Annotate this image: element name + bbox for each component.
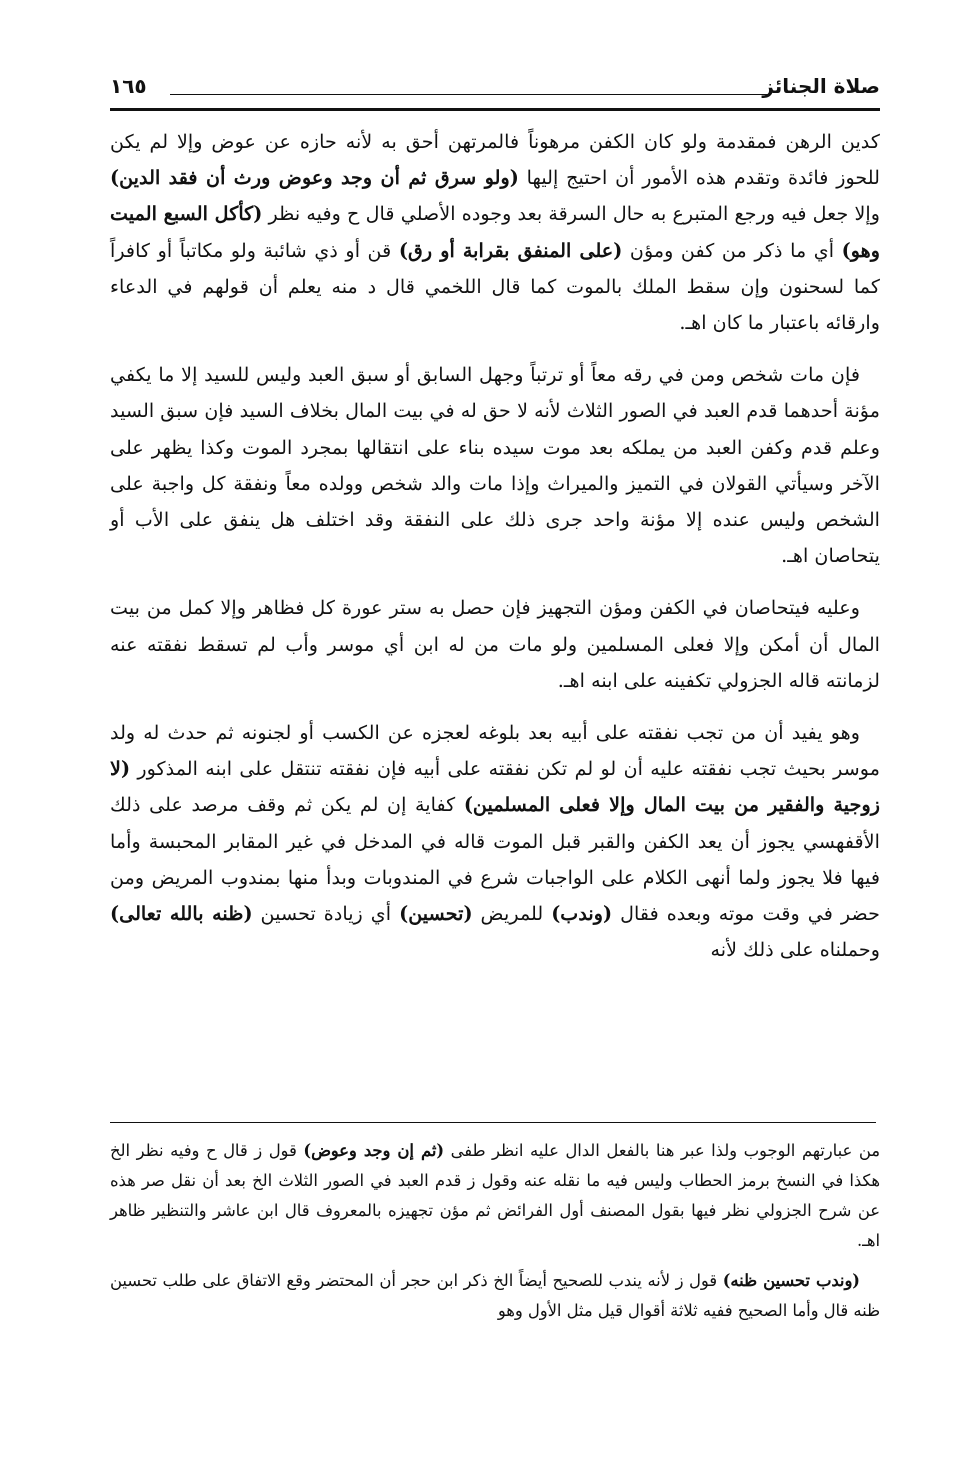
matn-quote: (ظنه بالله تعالى) (110, 902, 253, 926)
text-run: للمريض (472, 902, 552, 926)
text-run: قول ز قال ح وفيه نظر الخ هكذا في النسخ برمز الحطاب وليس فيه ما نقله عنه وقول ز قدم العبد في الصور الثلاث الخ بعد أن نقل صر هذه عن شرح الجزولي نظر فيها بقول المصنف أول الفرائض ثم مؤن تجهيزه بالمعروف قال ابن عاشر والتنظير ظاهر اهـ. (110, 1141, 880, 1250)
page-header (110, 72, 880, 112)
text-run: قن أو ذي شائبة ولو مكاتباً أو كافراً كما لسحنون وإن سقط الملك بالموت كما قال اللخمي قال د منه يعلم أن قولهم في الدعاء وارقائه باعتبار ما كان اهـ. (110, 238, 880, 335)
matn-quote: (وندب تحسين ظنه) (722, 1271, 861, 1290)
main-text (110, 124, 880, 984)
text-run: أي زيادة تحسين (252, 902, 400, 926)
running-title: صلاة الجنائز (762, 74, 880, 98)
text-run: كفاية إن لم يكن ثم وقف مرصد على ذلك الأقفهسي يجوز أن يعد الكفن والقبر قبل الموت قاله في المدخل في غير المقابر المحبسة وأما فيها فلا يجوز ولما أنهى الكلام على الواجبات شرع في المندوبات وبدأ منها بمندوب المريض ومن حضر في وقت موته وبعده فقال (110, 793, 880, 926)
text-run: من عبارتهم الوجوب ولذا عبر هنا بالفعل الدال عليه انظر طفى (444, 1141, 880, 1160)
matn-quote: (تحسين) (399, 902, 473, 926)
footnotes (110, 1136, 880, 1336)
text-run: وهو يفيد أن من تجب نفقته على أبيه بعد بلوغه لعجزه عن الكسب أو لجنونه ثم حدث له ولد موسر بحيث تجب نفقته عليه أن لو لم تكن نفقته على أبيه فإن نفقته تنتقل على ابنه المذكور (110, 721, 880, 781)
paragraph-1 (110, 124, 880, 341)
header-rule (110, 108, 880, 111)
footnote-1 (110, 1136, 880, 1256)
footnote-2 (110, 1266, 880, 1326)
matn-quote: (على المنفق بقرابة أو رق) (398, 238, 623, 262)
matn-quote: (كأكل السبع الميت وهو) (110, 202, 880, 262)
text-run: أي ما ذكر من كفن ومؤن (622, 238, 842, 262)
text-run: كدين الرهن فمقدمة ولو كان الكفن مرهوناً فالمرتهن أحق به لأنه حازه عن عوض وإلا لم يكن للحوز فائدة وتقدم هذه الأمور أن احتيج إليها (110, 130, 880, 190)
text-run: وحملناه على ذلك لأنه (710, 938, 880, 962)
text-run: قول ز لأنه يندب للصحيح أيضاً الخ ذكر ابن حجر أن المحتضر وقع الاتفاق على طلب تحسين ظنه قال وأما الصحيح ففيه ثلاثة أقوال قيل مثل الأول وهو (110, 1271, 880, 1320)
header-dash-line (170, 94, 770, 95)
paragraph-2: فإن مات شخص ومن في رقه معاً أو ترتباً وجهل السابق أو سبق العبد وليس للسيد إلا ما يكفي مؤنة أحدهما قدم العبد في الصور الثلاث لأنه لا حق له في بيت المال بخلاف السيد فإن سبق السيد وعلم قدم وكفن العبد من يملكه بعد موت سيده بناء على انتقالها بمجرد الموت وكذا يظهر على الآخر وسيأتي القولان في التميز والميراث وإذا مات والد شخص وولده معاً ونفقة كل واجبة على الشخص وليس عنده إلا مؤنة واحد جرى ذلك على النفقة وقد اختلف هل ينفق على الأب أو يتحاصان اهـ. (110, 363, 880, 568)
footnote-separator (110, 1122, 876, 1123)
matn-quote: (ولو سرق ثم أن وجد وعوض ورث أن فقد الدين) (110, 166, 519, 190)
paragraph-4 (110, 715, 880, 968)
page-number: ١٦٥ (110, 74, 147, 98)
matn-quote: (ثم إن وجد وعوض) (303, 1141, 445, 1160)
matn-quote: (لا زوجية والفقير من بيت المال وإلا فعلى المسلمين) (110, 757, 880, 817)
text-run: وإلا جعل فيه ورجع المتبرع به حال السرقة بعد وجوده الأصلي قال ح وفيه نظر (262, 202, 880, 226)
matn-quote: (وندب) (551, 902, 613, 926)
paragraph-3: وعليه فيتحاصان في الكفن ومؤن التجهيز فإن حصل به ستر عورة كل فظاهر وإلا كمل من بيت المال أن أمكن وإلا فعلى المسلمين ولو مات من له ابن أي موسر وأب لم تسقط نفقته عنه لزمانته قاله الجزولي تكفينه على ابنه اهـ. (110, 596, 880, 692)
